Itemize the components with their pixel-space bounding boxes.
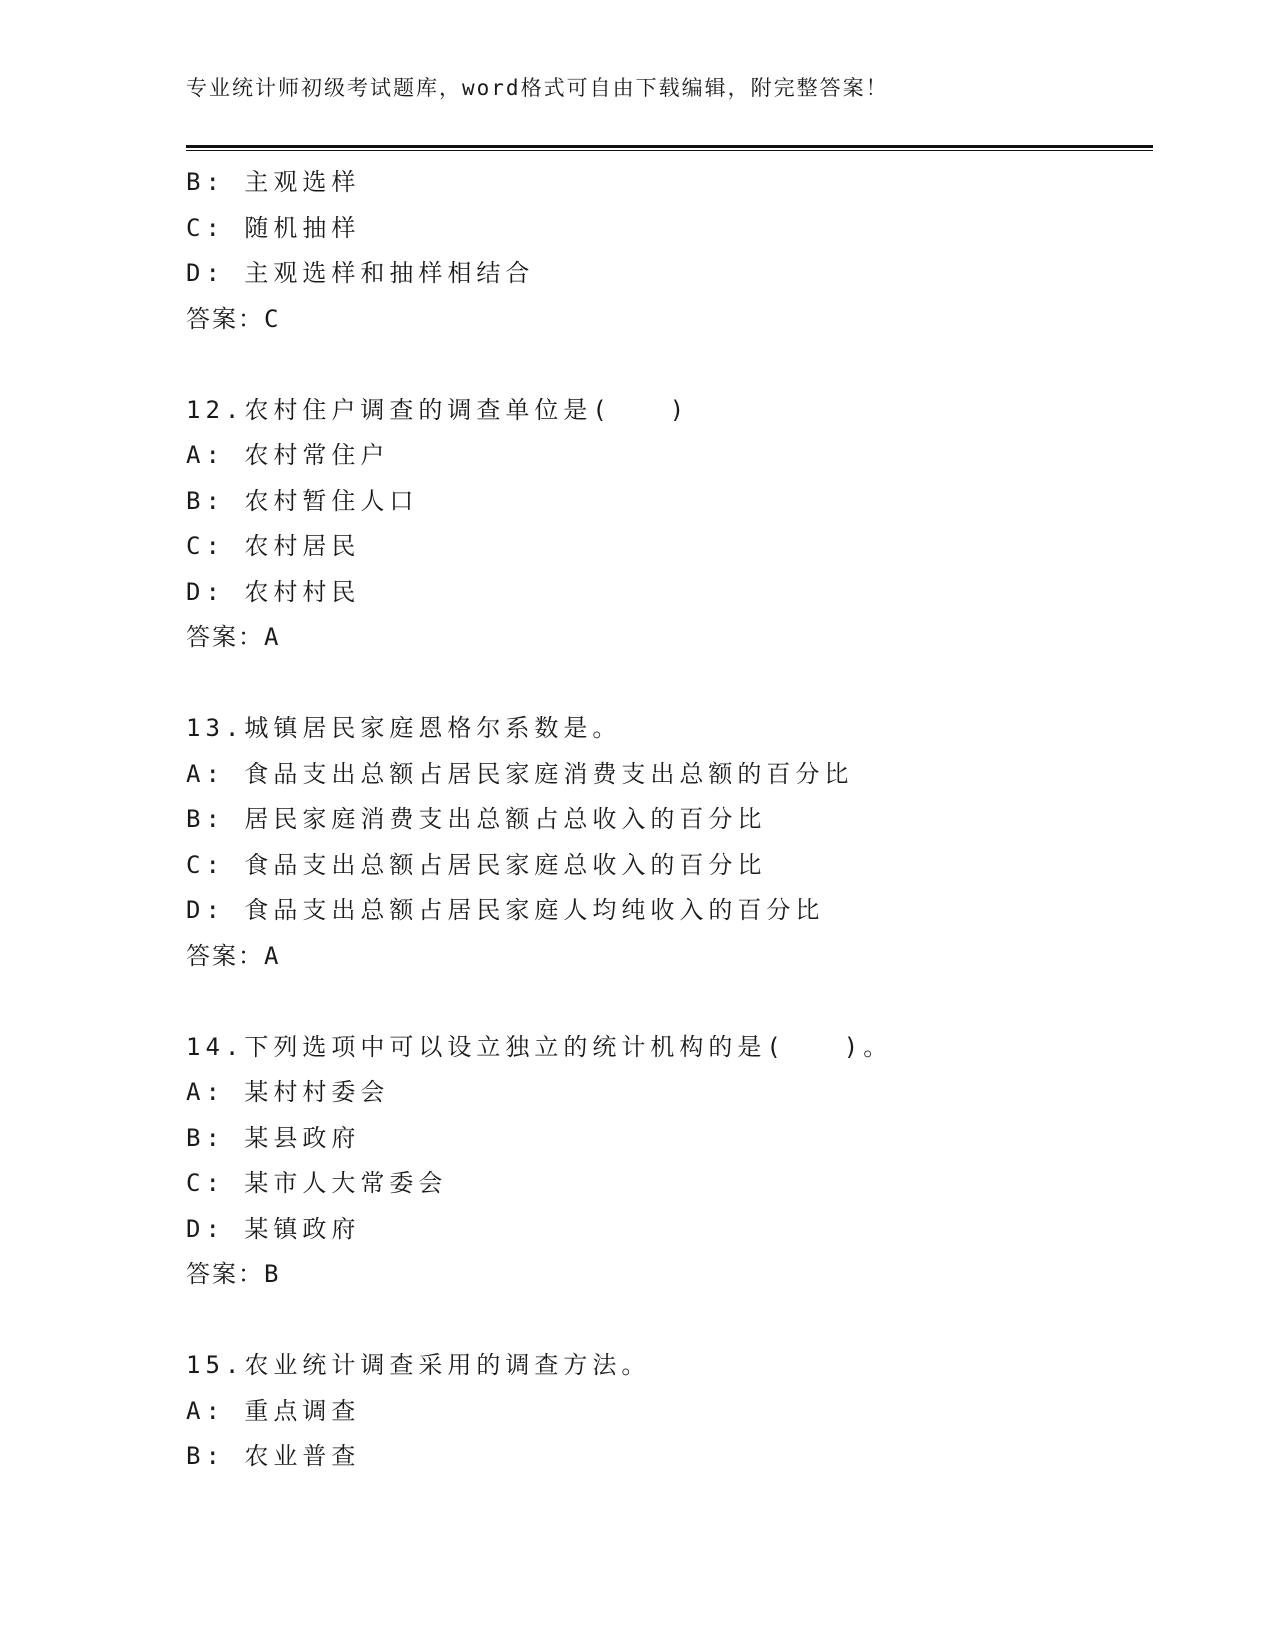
option-c: C: 随机抽样 — [186, 213, 361, 242]
question-15 — [186, 1343, 1153, 1480]
option-d: D: 某镇政府 — [186, 1214, 361, 1243]
header-rule-thin — [186, 150, 1153, 151]
option-d: D: 农村村民 — [186, 577, 361, 606]
option-c: C: 农村居民 — [186, 532, 361, 560]
answer-label: 答案： — [186, 1260, 264, 1288]
option-a: A: 某村村委会 — [186, 1078, 390, 1106]
answer-line — [186, 934, 1153, 980]
header-rule-thick — [186, 145, 1153, 148]
page-header: 专业统计师初级考试题库，word格式可自由下载编辑，附完整答案！ — [186, 76, 889, 100]
option-d: D: 主观选样和抽样相结合 — [186, 259, 535, 287]
answer-value: B — [264, 1260, 279, 1288]
question-stem: 13.城镇居民家庭恩格尔系数是。 — [186, 714, 622, 742]
option-c: C: 食品支出总额占居民家庭总收入的百分比 — [186, 850, 767, 879]
question-14 — [186, 1025, 1153, 1298]
option-a: A: 重点调查 — [186, 1396, 361, 1425]
answer-line — [186, 615, 1153, 661]
spacer — [186, 979, 1153, 1025]
answer-value: A — [264, 623, 279, 651]
answer-line — [186, 1252, 1153, 1298]
answer-label: 答案： — [186, 623, 264, 651]
question-stem: 14.下列选项中可以设立独立的统计机构的是( )。 — [186, 1032, 893, 1061]
answer-value: C — [264, 304, 279, 333]
question-12 — [186, 388, 1153, 661]
option-b: B: 某县政府 — [186, 1123, 361, 1152]
option-b: B: 农村暂住人口 — [186, 486, 419, 515]
answer-value: A — [264, 941, 279, 970]
question-content — [186, 160, 1153, 1480]
option-b: B: 居民家庭消费支出总额占总收入的百分比 — [186, 805, 767, 833]
spacer — [186, 342, 1153, 388]
option-b: B: 农业普查 — [186, 1442, 361, 1470]
option-a: A: 农村常住户 — [186, 441, 390, 469]
question-stem: 15.农业统计调查采用的调查方法。 — [186, 1351, 651, 1379]
spacer — [186, 1298, 1153, 1344]
option-d: D: 食品支出总额占居民家庭人均纯收入的百分比 — [186, 896, 825, 924]
answer-line — [186, 297, 1153, 343]
spacer — [186, 661, 1153, 707]
answer-label: 答案： — [186, 304, 264, 333]
answer-label: 答案： — [186, 941, 264, 970]
option-c: C: 某市人大常委会 — [186, 1169, 448, 1197]
option-a: A: 食品支出总额占居民家庭消费支出总额的百分比 — [186, 759, 854, 788]
question-11-continuation — [186, 160, 1153, 342]
option-b: B: 主观选样 — [186, 168, 361, 196]
question-13 — [186, 706, 1153, 979]
question-stem: 12.农村住户调查的调查单位是( ) — [186, 395, 690, 424]
